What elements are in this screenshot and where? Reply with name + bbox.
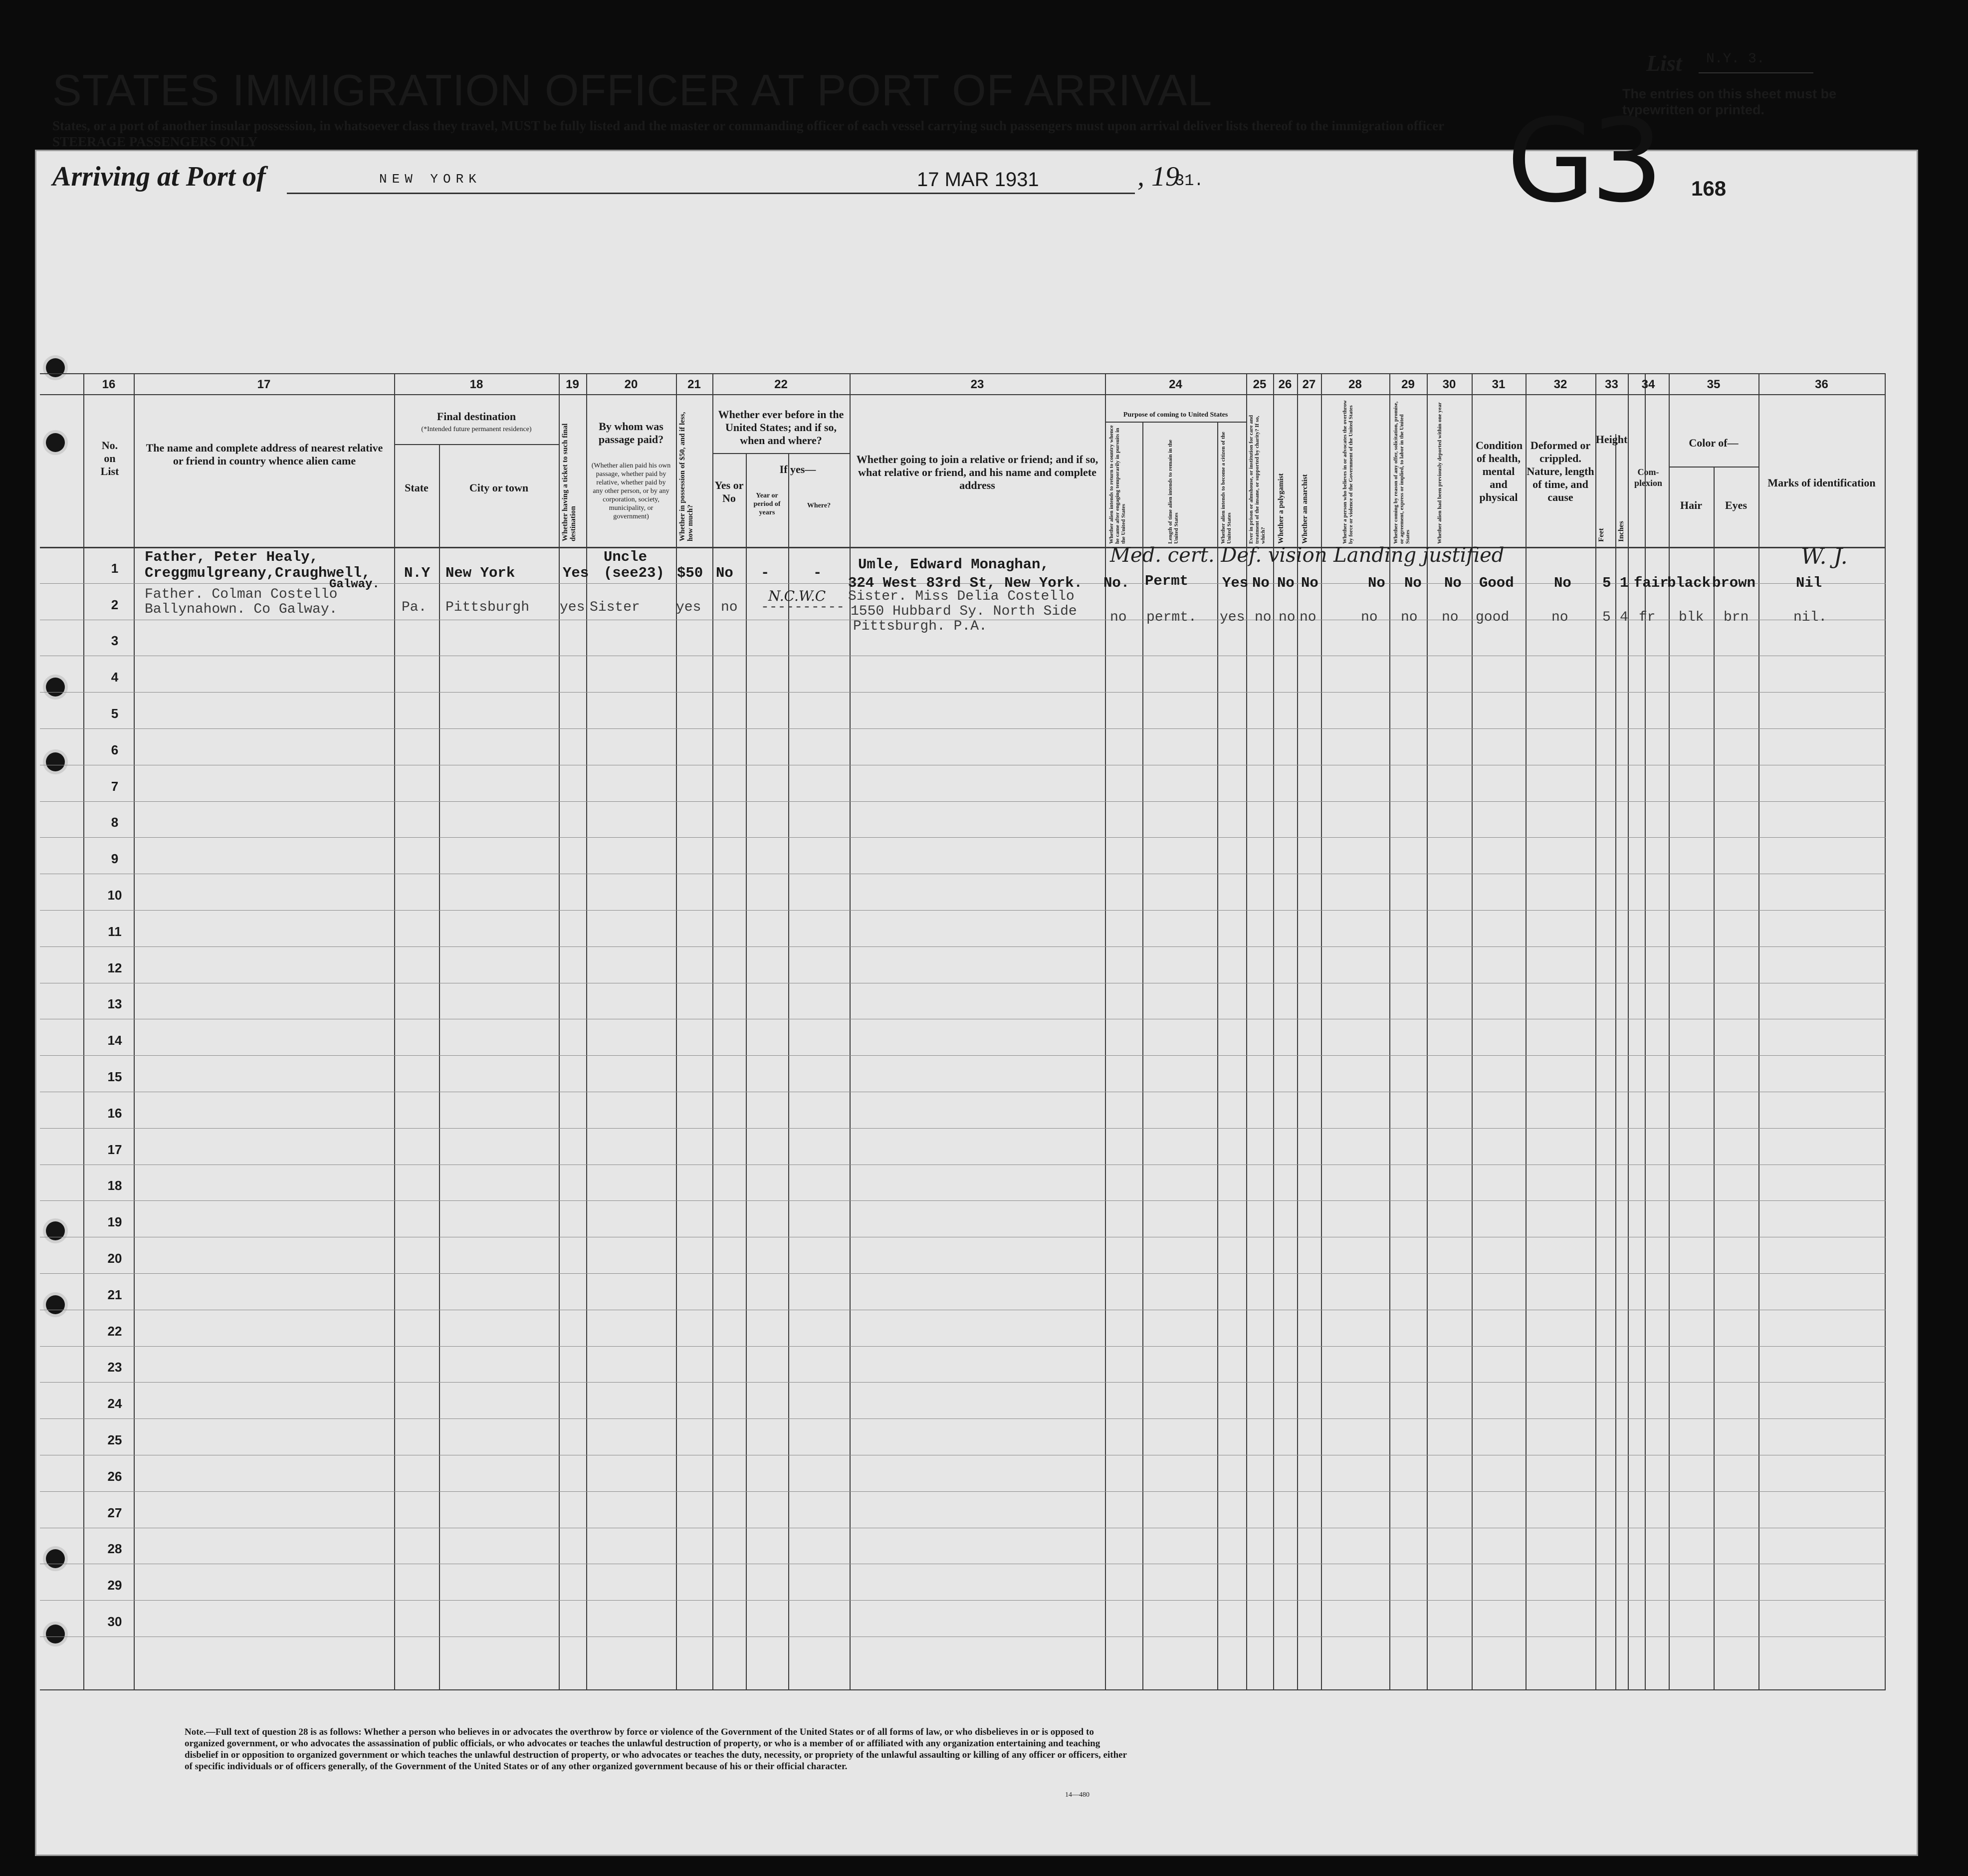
column-divider [1246,373,1247,1689]
header-prison: Ever in prison or almshouse, or institution for care and treatment of the insane, or supported by charity? If so, which? [1248,415,1266,544]
header-anarchist: Whether an anarchist [1301,474,1309,544]
row-rule [40,1600,1886,1601]
row-number: 29 [107,1578,122,1593]
row-number: 14 [107,1033,122,1048]
year-suffix: 31. [1175,172,1204,190]
row1-feet: 5 [1602,575,1611,591]
row2-c28: no [1361,610,1378,625]
row2-c26: no [1279,610,1296,625]
column-divider [439,444,440,1689]
row-number: 5 [111,706,119,721]
row1-joining-line2: 324 West 83rd St, New York. [848,575,1083,591]
column-number: 25 [1253,378,1267,391]
column-divider [1526,373,1527,1689]
header-height: Height [1595,433,1628,446]
column-number: 31 [1492,378,1506,391]
row-number: 19 [107,1214,122,1230]
header-purpose-b: Length of time alien intends to remain in the United States [1167,440,1179,544]
header-yes-no: Yes or No [714,479,744,504]
header-health: Condition of health, mental and physical [1476,439,1523,503]
row1-relative-line2: Creggmulgreany,Craughwell, [145,565,371,581]
row-number: 7 [111,778,119,794]
header-complexion: Com- plexion [1634,467,1662,488]
header-city: City or town [469,481,529,494]
row2-feet: 5 [1602,610,1611,625]
row1-c25: No [1252,575,1270,591]
purpose-subrule [1105,422,1246,423]
list-label: List [1646,50,1682,76]
header-overthrow: Whether a person who believes in or advocates the overthrow by force or violence of the Government of the United States [1342,400,1354,544]
arriving-label: Arriving at Port of [52,161,266,192]
column-number: 26 [1278,378,1292,391]
column-number: 18 [469,378,483,391]
column-number: 29 [1401,378,1415,391]
row2-deformed: no [1551,610,1568,625]
row-number: 23 [107,1360,122,1375]
row-rule [40,1418,1886,1419]
column-divider [394,373,395,1689]
row-rule [40,692,1886,693]
row1-c27: No [1301,575,1318,591]
row2-purpose-c: yes [1220,610,1245,625]
row-number: 18 [107,1178,122,1193]
handwritten-initials: W. J. [1801,544,1848,569]
row1-c26: No [1277,575,1295,591]
form-number: 14—480 [1065,1791,1090,1799]
column-divider [134,373,135,1689]
row2-before: no [721,600,738,615]
row1-c29: No [1404,575,1422,591]
column-divider [788,453,789,1689]
column-divider [1645,373,1646,1689]
row2-hair: blk [1679,610,1704,625]
column-divider [1273,373,1274,1689]
row-rule [40,1200,1886,1201]
header-bottom-rule [40,547,1886,548]
header-period: Year or period of years [753,492,781,516]
header-purpose: Purpose of coming to United States [1123,411,1228,419]
row2-c30: no [1442,610,1459,625]
port-value: NEW YORK [379,172,481,187]
row-number: 27 [107,1505,122,1520]
header-eyes: Eyes [1725,499,1747,511]
row-rule [40,1346,1886,1347]
row-number: 12 [107,960,122,975]
row1-relative-line3: Galway. [329,578,380,591]
row-number: 1 [111,560,119,576]
row2-joining-line3: Pittsburgh. P.A. [853,619,987,634]
column-divider [850,373,851,1689]
row-number: 22 [107,1323,122,1339]
row1-c28: No [1368,575,1385,591]
header-relative: The name and complete address of nearest relative or friend in country whence alien came [146,442,383,467]
header-inches: Inches [1617,521,1625,542]
row-number: 28 [107,1541,122,1557]
date-stamp: 17 MAR 1931 [917,169,1039,191]
row-number: 2 [111,597,119,612]
header-no-on-list: No. on List [100,439,119,477]
row1-period: - [761,565,770,581]
column-number-rule [40,394,1886,395]
row2-purpose-b: permt. [1146,610,1197,625]
page-title: STATES IMMIGRATION OFFICER AT PORT OF ARRIVAL [52,65,1213,115]
row2-c25: no [1255,610,1272,625]
header-before: Whether ever before in the United States; and if so, when and where? [718,408,844,447]
row2-joining-line2: 1550 Hubbard Sy. North Side [851,604,1077,619]
header-polygamist: Whether a polygamist [1277,473,1285,544]
handwritten-note-row2: N.C.W.C [768,588,826,604]
column-number: 35 [1707,378,1721,391]
header-feet: Feet [1597,528,1605,542]
row1-where: - [813,565,822,581]
column-divider [1427,373,1428,1689]
row1-hair: black [1667,575,1711,591]
handwritten-stamp-mark: G3 [1507,95,1659,228]
row2-marks: nil. [1793,610,1827,625]
column-divider [1105,373,1106,1689]
column-number: 19 [566,378,579,391]
header-passage-note: (Whether alien paid his own passage, whether paid by relative, whether paid by any other person, or by any corporation, society, municipality, or government) [591,462,671,520]
column-number: 34 [1641,378,1655,391]
column-divider [1628,373,1629,1689]
row2-relative-line1: Father. Colman Costello [145,587,338,602]
before-subrule [712,453,850,454]
row-rule [40,946,1886,947]
column-divider [1595,373,1596,1689]
header-if-yes: If yes— [779,463,816,475]
instructions-line: States, or a port of another insular possession, in whatsoever class they travel, MUST be fully listed and the master or commanding officer of each vessel carrying such passengers must upon arrival deliver lists thereof to the immigration officer [52,118,1445,133]
row-number: 17 [107,1142,122,1157]
column-divider [1615,434,1616,1689]
row1-inches: 1 [1620,575,1629,591]
row-number: 26 [107,1468,122,1484]
header-passage: By whom was passage paid? [598,420,664,446]
row-number: 13 [107,996,122,1012]
column-divider [1321,373,1322,1689]
column-divider [1389,373,1390,1689]
row-number: 4 [111,670,119,685]
column-divider [1758,373,1759,1689]
column-number: 24 [1169,378,1182,391]
header-joining: Whether going to join a relative or friend; and if so, what relative or friend, and his name and complete address [856,453,1098,491]
row-number: 21 [107,1287,122,1302]
column-number: 21 [687,378,701,391]
row2-ticket: yes [560,600,585,615]
row-rule [40,1382,1886,1383]
column-divider [1297,373,1298,1689]
row2-health: good [1476,610,1510,625]
row1-ticket: Yes [563,565,589,581]
column-divider [1472,373,1473,1689]
row-number: 8 [111,815,119,830]
column-number: 27 [1302,378,1316,391]
row-number: 15 [107,1069,122,1084]
header-deformed: Deformed or crippled. Nature, length of time, and cause [1527,439,1594,503]
row2-purpose-a: no [1110,610,1127,625]
footer-note: Note.—Full text of question 28 is as follows: Whether a person who believes in or advocates the overthrow by force or violence of the Government of the United States or of all forms of law, or who disbelieves in or is opposed to organized government, or who advocates the assassination of public officials, or who advocates or teaches the unlawful destruction of property, or who is a member of or affiliated with any organization entertaining and teaching disbelief in or opposition to organized government or which teaches the unlawful destruction of property, or who advocates or teaches the duty, necessity, or propriety of the unlawful assaulting or killing of any officer or officers, either of specific individuals or of officers generally, of the Government of the United States or of any other organized government because of his or their official character. [185,1727,1127,1772]
row1-passage: Uncle [604,549,648,565]
row2-c27: no [1300,610,1316,625]
header-color: Color of— [1689,437,1739,449]
row-number: 9 [111,851,119,867]
row2-period: ---------- [761,600,845,615]
table-bottom-rule [40,1689,1886,1690]
row-number: 11 [108,924,122,939]
column-number: 17 [257,378,271,391]
row-number: 6 [111,742,119,757]
row2-state: Pa. [402,600,427,615]
entries-note: The entries on this sheet must be typewritten or printed. [1622,86,1837,117]
table-top-rule [40,373,1886,374]
row1-purpose-a: No. [1103,575,1130,591]
list-value: N.Y. 3. [1706,51,1765,67]
page-number: 168 [1691,177,1727,200]
header-purpose-a: Whether alien intends to return to country whence he came after engaging temporarily in pursuits in the United States [1108,425,1126,544]
row2-relative-line2: Ballynahown. Co Galway. [145,602,338,617]
column-number: 28 [1348,378,1362,391]
header-final-destination-note: (*Intended future permanent residence) [421,426,532,433]
row1-marks: Nil [1796,575,1822,591]
row2-city: Pittsburgh [445,600,530,615]
row1-state: N.Y [404,565,431,581]
header-state: State [405,481,429,494]
row-rule [40,837,1886,838]
row2-complexion: fr [1639,610,1656,625]
row-number: 24 [107,1396,122,1411]
row1-joining-line1: Umle, Edward Monaghan, [858,556,1049,573]
row1-before: No [716,565,733,581]
year-prefix: , 19 [1137,161,1179,192]
row2-eyes: brn [1724,610,1749,625]
column-number: 36 [1815,378,1828,391]
header-purpose-c: Whether alien intends to become a citizen of the United States [1220,432,1232,544]
column-divider [1669,373,1670,1689]
column-number: 22 [774,378,788,391]
header-marks: Marks of identification [1767,476,1876,489]
column-number: 33 [1605,378,1618,391]
column-divider [83,373,84,1689]
row1-money: $50 [677,565,703,581]
row1-health: Good [1479,575,1514,591]
row2-c29: no [1401,610,1418,625]
column-divider [1714,467,1715,1689]
row-rule [40,1128,1886,1129]
column-divider [1885,373,1886,1689]
row1-complexion: fair [1634,575,1669,591]
header-ticket: Whether having a ticket to such final destination [561,423,577,541]
row-number: 20 [107,1251,122,1266]
column-number: 20 [624,378,638,391]
header-deported: Whether alien had been previously deported within one year [1437,402,1443,544]
row1-passage-2: (see23) [604,565,664,581]
row1-purpose-b: Permt [1145,573,1189,589]
row1-purpose-c: Yes [1222,575,1249,591]
row1-c30: No [1444,575,1462,591]
row1-eyes: brown [1712,575,1756,591]
row-number: 10 [107,888,122,903]
row-rule [40,1273,1886,1274]
header-assaulting: Whether coming by reason of any offer, solicitation, promise, or agreement, express or implied, to labor in the United States [1393,401,1411,544]
row1-relative-line1: Father, Peter Healy, [145,549,319,565]
steerage-label: STEERAGE PASSENGERS ONLY [52,134,258,149]
destination-subrule [394,444,559,445]
row-rule [40,910,1886,911]
row1-city: New York [445,565,515,581]
column-number: 16 [102,378,116,391]
row2-inches: 4 [1620,610,1628,625]
column-number: 23 [970,378,984,391]
row2-joining-line1: Sister. Miss Delia Costello [848,589,1075,604]
header-money: Whether in possession of $50, and if less, how much? [678,412,694,541]
handwritten-note-row1: Med. cert. Def. vision Landing justified [1110,544,1505,567]
row2-money: yes [676,600,701,615]
header-final-destination: Final destination [437,410,516,423]
row-rule [40,801,1886,802]
row-rule [40,728,1886,729]
row-rule [40,1055,1886,1056]
column-divider [746,453,747,1689]
column-divider [712,373,713,1689]
column-number: 30 [1442,378,1456,391]
row-number: 30 [107,1614,122,1629]
row2-passage: Sister [590,600,640,615]
row1-deformed: No [1554,575,1571,591]
header-where: Where? [807,502,831,509]
header-hair: Hair [1680,499,1702,511]
column-number: 32 [1553,378,1567,391]
row-rule [40,1491,1886,1492]
column-divider [559,373,560,1689]
row-number: 3 [111,633,119,649]
row-number: 25 [107,1432,122,1447]
row-number: 16 [107,1105,122,1121]
